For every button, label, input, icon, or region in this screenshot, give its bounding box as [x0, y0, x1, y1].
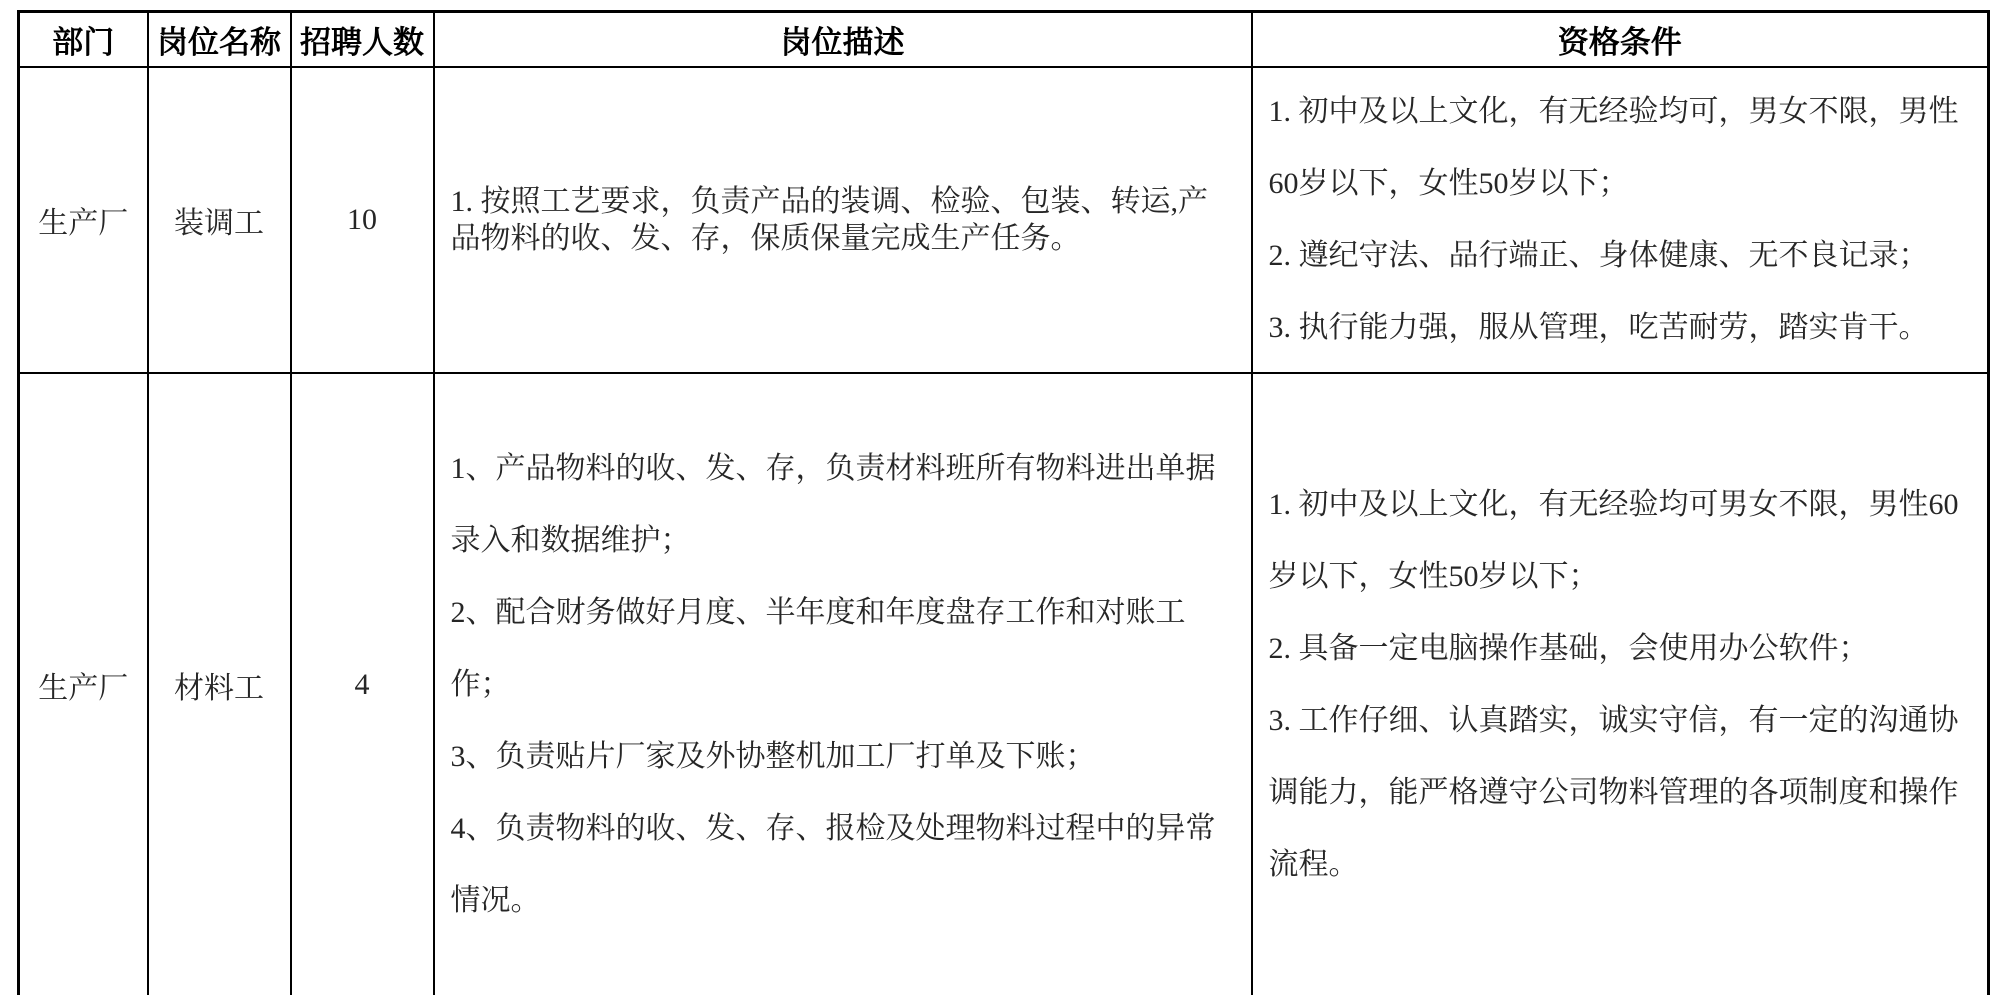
- col-header-headcount: 招聘人数: [291, 12, 434, 68]
- table-row-cailiaogong: [19, 373, 1989, 995]
- qualification-item: 2. 遵纪守法、品行端正、身体健康、无不良记录；: [1268, 239, 1929, 272]
- col-header-position: 岗位名称: [148, 12, 291, 68]
- col-header-department: 部门: [19, 12, 148, 68]
- department-cell: 生产厂: [19, 373, 148, 995]
- headcount-cell: 10: [291, 67, 434, 373]
- recruitment-table: [17, 10, 1990, 995]
- description-item: 2、配合财务做好月度、半年度和年度盘存工作和对账工作；: [450, 595, 1186, 701]
- qualifications-cell: [1252, 373, 1989, 995]
- qualification-item: 1. 初中及以上文化，有无经验均可男女不限，男性60岁以下，女性50岁以下；: [1268, 487, 1959, 593]
- qualification-item: 2. 具备一定电脑操作基础，会使用办公软件；: [1268, 631, 1869, 665]
- qualification-item: 3. 工作仔细、认真踏实，诚实守信，有一定的沟通协调能力，能严格遵守公司物料管理的各项制度和操作流程。: [1268, 703, 1959, 881]
- description-item: 3、负责贴片厂家及外协整机加工厂打单及下账；: [450, 739, 1096, 773]
- position-cell: 装调工: [148, 67, 291, 373]
- qualification-item: 3. 执行能力强，服从管理，吃苦耐劳，踏实肯干。: [1268, 311, 1929, 344]
- headcount-cell: 4: [291, 373, 434, 995]
- description-item: 4、负责物料的收、发、存、报检及处理物料过程中的异常情况。: [450, 811, 1216, 917]
- description-cell: [434, 67, 1252, 373]
- description-item: 1. 按照工艺要求，负责产品的装调、检验、包装、转运,产品物料的收、发、存，保质保量完成生产任务。: [450, 184, 1208, 255]
- table-row-zhuangtiaogong: [19, 67, 1989, 373]
- col-header-qualifications: 资格条件: [1252, 12, 1989, 68]
- header-row: [19, 12, 1989, 68]
- position-cell: 材料工: [148, 373, 291, 995]
- department-cell: 生产厂: [19, 67, 148, 373]
- qualifications-cell: [1252, 67, 1989, 373]
- description-cell: [434, 373, 1252, 995]
- description-item: 1、产品物料的收、发、存，负责材料班所有物料进出单据录入和数据维护；: [450, 451, 1216, 557]
- col-header-description: 岗位描述: [434, 12, 1252, 68]
- qualification-item: 1. 初中及以上文化，有无经验均可，男女不限，男性60岁以下，女性50岁以下；: [1268, 95, 1959, 200]
